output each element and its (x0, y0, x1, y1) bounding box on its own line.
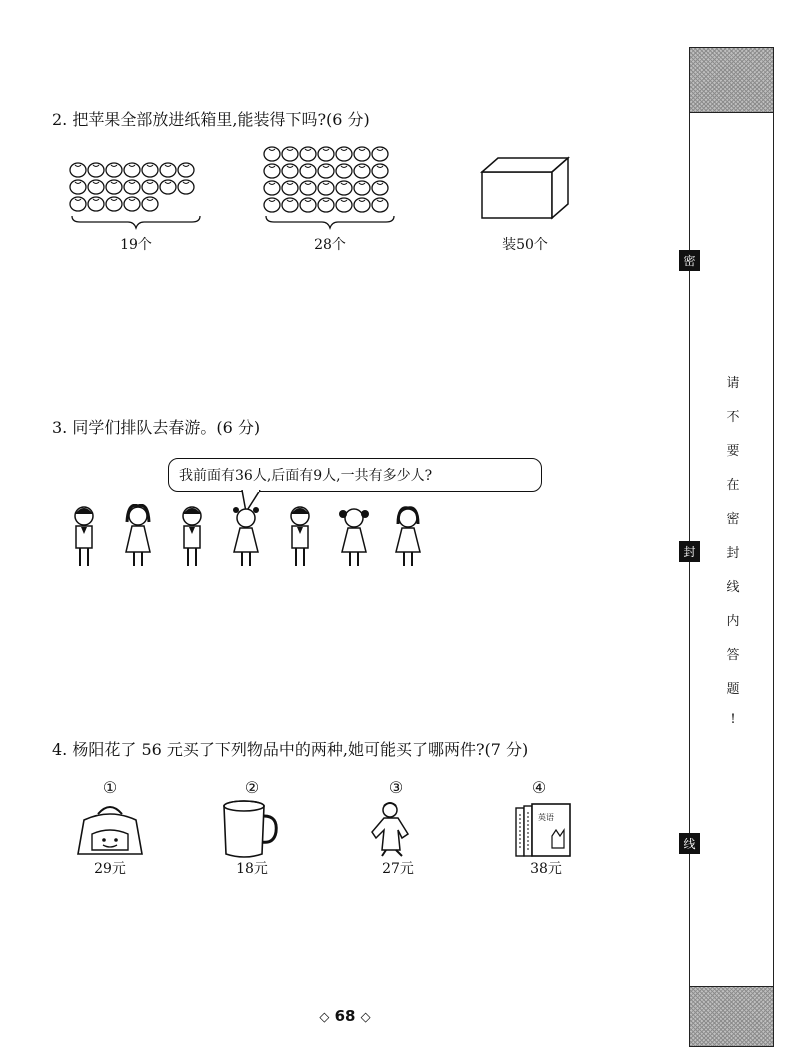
doll-icon (368, 800, 424, 858)
apple-icon (318, 147, 334, 161)
student-boy-icon (75, 507, 93, 566)
apple-icon (300, 198, 316, 212)
student-girl-icon (126, 505, 150, 566)
strip-bottom-hatch (689, 986, 774, 1047)
apple-icon (160, 163, 176, 177)
item2-number: ② (244, 778, 260, 797)
q4-title: 4. 杨阳花了 56 元买了下列物品中的两种,她可能买了哪两件?(7 分) (52, 740, 529, 759)
warning-char: ! (730, 712, 736, 727)
apple-icon (160, 180, 176, 194)
apple-icon (354, 181, 370, 195)
mug-icon (218, 798, 282, 860)
apple-icon (282, 198, 298, 212)
warning-char: 在 (726, 478, 740, 493)
apple-icon (336, 164, 352, 178)
apple-icon (70, 197, 86, 211)
apple-icon (264, 181, 280, 195)
seal-mark-mi: 密 (679, 250, 700, 271)
item4-price: 38元 (530, 861, 562, 877)
apple-icon (372, 164, 388, 178)
apple-icon (354, 164, 370, 178)
apple-icon (282, 181, 298, 195)
student-girl-speaker-icon (233, 507, 259, 566)
item3-number: ③ (388, 778, 404, 797)
apple-icon (178, 180, 194, 194)
speech-text: 我前面有36人,后面有9人,一共有多少人? (179, 468, 433, 484)
apple-icon (300, 181, 316, 195)
q3-title: 3. 同学们排队去春游。(6 分) (52, 418, 261, 437)
item4-number: ④ (531, 778, 547, 797)
page-number (300, 1007, 390, 1025)
brace-icon (72, 216, 200, 228)
warning-char: 密 (726, 512, 740, 527)
item1-price: 29元 (94, 861, 126, 877)
speech-bubble (168, 458, 542, 492)
book-title: 英语 (538, 813, 554, 822)
seal-mark-xian: 线 (679, 833, 700, 854)
apple-icon (124, 197, 140, 211)
seal-mark-feng: 封 (679, 541, 700, 562)
apple-icon (88, 197, 104, 211)
apple-icon (354, 147, 370, 161)
apple-icon (142, 180, 158, 194)
apple-icon (300, 147, 316, 161)
group2-count-label: 28个 (314, 237, 346, 253)
item2-price: 18元 (236, 861, 268, 877)
apple-icon (106, 180, 122, 194)
box-capacity-label: 装50个 (502, 237, 548, 253)
box-icon (476, 154, 572, 224)
apple-icon (372, 198, 388, 212)
item3-price: 27元 (382, 861, 414, 877)
q2-title: 2. 把苹果全部放进纸箱里,能装得下吗?(6 分) (52, 110, 370, 129)
backpack-icon (70, 800, 150, 858)
page-number-value: 68 (334, 1007, 356, 1025)
warning-char: 内 (726, 614, 740, 629)
student-girl-icon (339, 509, 369, 566)
warning-char: 不 (726, 410, 740, 425)
apple-group-28 (260, 144, 400, 234)
apple-icon (70, 163, 86, 177)
apple-icon (318, 164, 334, 178)
warning-char: 线 (726, 580, 740, 595)
apple-icon (124, 180, 140, 194)
students-row (62, 504, 442, 574)
item1-number: ① (102, 778, 118, 797)
apple-icon (318, 181, 334, 195)
page-number-diamond-right: ◇ (360, 1010, 371, 1025)
apple-icon (88, 163, 104, 177)
warning-char: 封 (726, 546, 740, 561)
apple-icon (318, 198, 334, 212)
apple-group-19 (66, 160, 206, 235)
apple-icon (282, 164, 298, 178)
apple-icon (264, 147, 280, 161)
apple-grid (70, 163, 194, 211)
apple-icon (372, 147, 388, 161)
apple-icon (124, 163, 140, 177)
strip-top-hatch (689, 47, 774, 113)
student-boy-icon (291, 507, 309, 566)
page-number-diamond-left: ◇ (319, 1010, 330, 1025)
apple-icon (336, 198, 352, 212)
apple-icon (354, 198, 370, 212)
apple-icon (264, 164, 280, 178)
apple-icon (300, 164, 316, 178)
apple-icon (70, 180, 86, 194)
group1-count-label: 19个 (120, 237, 152, 253)
apple-icon (88, 180, 104, 194)
apple-grid (264, 147, 388, 212)
apple-icon (336, 147, 352, 161)
apple-icon (142, 163, 158, 177)
brace-icon (266, 216, 394, 228)
apple-icon (282, 147, 298, 161)
apple-icon (264, 198, 280, 212)
apple-icon (142, 197, 158, 211)
apple-icon (336, 181, 352, 195)
apple-icon (178, 163, 194, 177)
warning-char: 题 (726, 682, 740, 697)
warning-char: 答 (726, 648, 740, 663)
warning-char: 请 (726, 376, 740, 391)
books-icon (512, 800, 576, 858)
warning-char: 要 (726, 444, 740, 459)
apple-icon (106, 163, 122, 177)
student-boy-icon (183, 507, 201, 566)
student-girl-icon (396, 508, 420, 566)
apple-icon (372, 181, 388, 195)
strip-right-border (773, 47, 774, 1047)
apple-icon (106, 197, 122, 211)
